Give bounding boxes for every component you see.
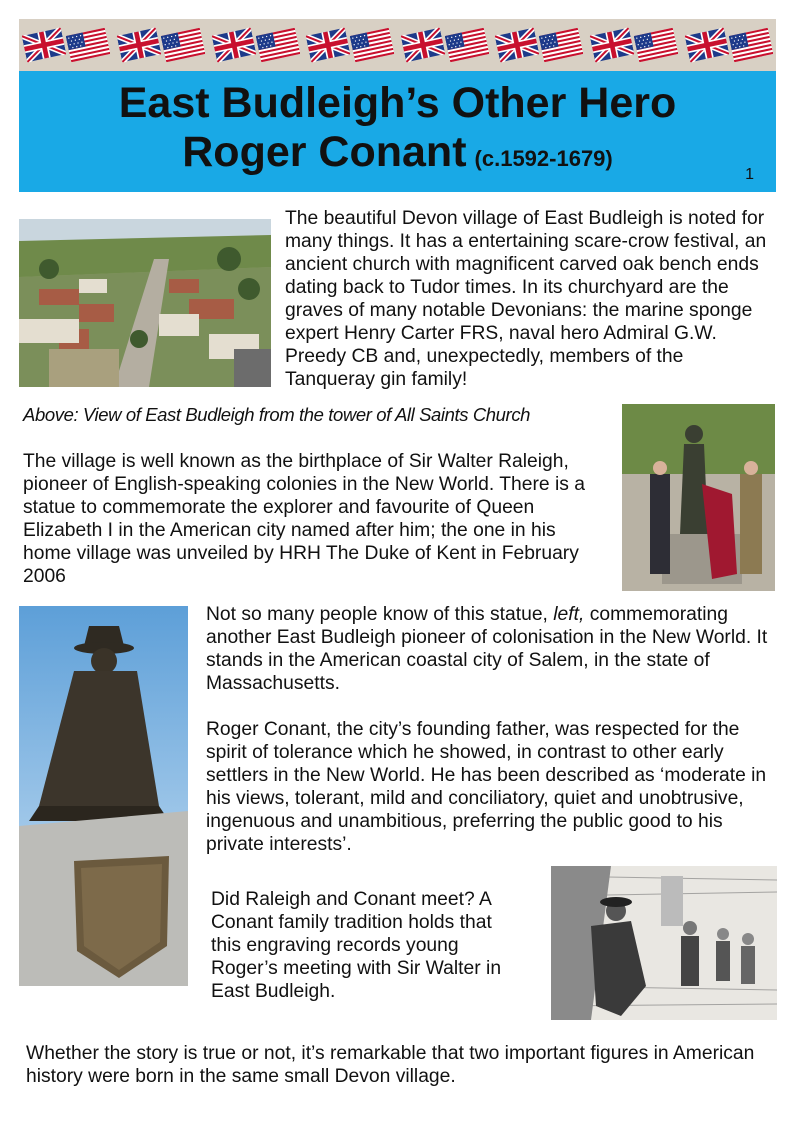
- closing-paragraph: Whether the story is true or not, it’s remarkable that two important figures in American history were born in the same small Devon village.: [26, 1043, 755, 1087]
- village-photo-caption: Above: View of East Budleigh from the tower of All Saints Church: [23, 404, 531, 425]
- raleigh-paragraph: The village is well known as the birthplace of Sir Walter Raleigh, pioneer of English-speaking colonies in the New World. There is a statue to commemorate the explorer and favourite of Queen Elizabeth I in the American city named after him; the one in his home village was unveiled by HRH The Duke of Kent in February 2006: [23, 451, 585, 587]
- union-jack-flag-icon: [306, 27, 351, 63]
- union-jack-flag-icon: [684, 27, 729, 63]
- page-subtitle: [19, 128, 776, 177]
- flag-pair: [214, 31, 298, 59]
- intro-paragraph: The beautiful Devon village of East Budleigh is noted for many things. It has a entertaining scare-crow festival, an ancient church with magnificent carved oak bench ends dating back to Tudor times. In its churchyard are the graves of many notable Devonians: the marine sponge expert Henry Carter FRS, naval hero Admiral G.W. Preedy CB and, unexpectedly, members of the Tanqueray gin family!: [285, 208, 767, 390]
- us-flag-icon: [66, 27, 111, 63]
- flag-pair: [403, 31, 487, 59]
- union-jack-flag-icon: [495, 27, 540, 63]
- union-jack-flag-icon: [590, 27, 635, 63]
- subject-name: Roger Conant: [182, 128, 467, 176]
- union-jack-flag-icon: [22, 27, 67, 63]
- flag-pair: [497, 31, 581, 59]
- statue-text-italic: left,: [553, 604, 585, 625]
- us-flag-icon: [444, 27, 489, 63]
- union-jack-flag-icon: [400, 27, 445, 63]
- meeting-paragraph: Did Raleigh and Conant meet? A Conant family tradition holds that this engraving records young Roger’s meeting with Sir Walter in East Budleigh.: [211, 889, 502, 1002]
- flag-pair: [308, 31, 392, 59]
- page-title: East Budleigh’s Other Hero: [118, 79, 677, 127]
- us-flag-icon: [350, 27, 395, 63]
- union-jack-flag-icon: [211, 27, 256, 63]
- conant-paragraph: Roger Conant, the city’s founding father, was respected for the spirit of tolerance which he showed, in contrast to other early settlers in the New World. He has been described as ‘moderate in his views, tolerant, mild and conciliatory, quiet and unobtrusive, ingenuous and unambitious, preferring the public good to his private interests’.: [206, 719, 767, 855]
- page-number: 1: [745, 166, 754, 183]
- union-jack-flag-icon: [116, 27, 161, 63]
- us-flag-icon: [160, 27, 205, 63]
- conant-statue-photo: [19, 606, 188, 986]
- village-aerial-photo: [19, 219, 271, 387]
- subject-dates: (c.1592-1679): [474, 146, 613, 171]
- title-banner: [19, 71, 776, 192]
- flag-strip: [19, 19, 776, 71]
- statue-text-start: Not so many people know of this statue,: [206, 604, 554, 625]
- flag-pair: [119, 31, 203, 59]
- us-flag-icon: [634, 27, 679, 63]
- flag-pair: [592, 31, 676, 59]
- us-flag-icon: [539, 27, 584, 63]
- raleigh-statue-unveiling-photo: [622, 404, 775, 591]
- flag-pair: [24, 31, 108, 59]
- us-flag-icon: [255, 27, 300, 63]
- us-flag-icon: [728, 27, 773, 63]
- statue-paragraph: [206, 603, 771, 695]
- raleigh-conant-engraving: [551, 866, 777, 1020]
- statue-text-end: commemorating another East Budleigh pioneer of colonisation in the New World. It stands in the American coastal city of Salem, in the state of Massachusetts.: [206, 604, 768, 694]
- flag-pair: [687, 31, 771, 59]
